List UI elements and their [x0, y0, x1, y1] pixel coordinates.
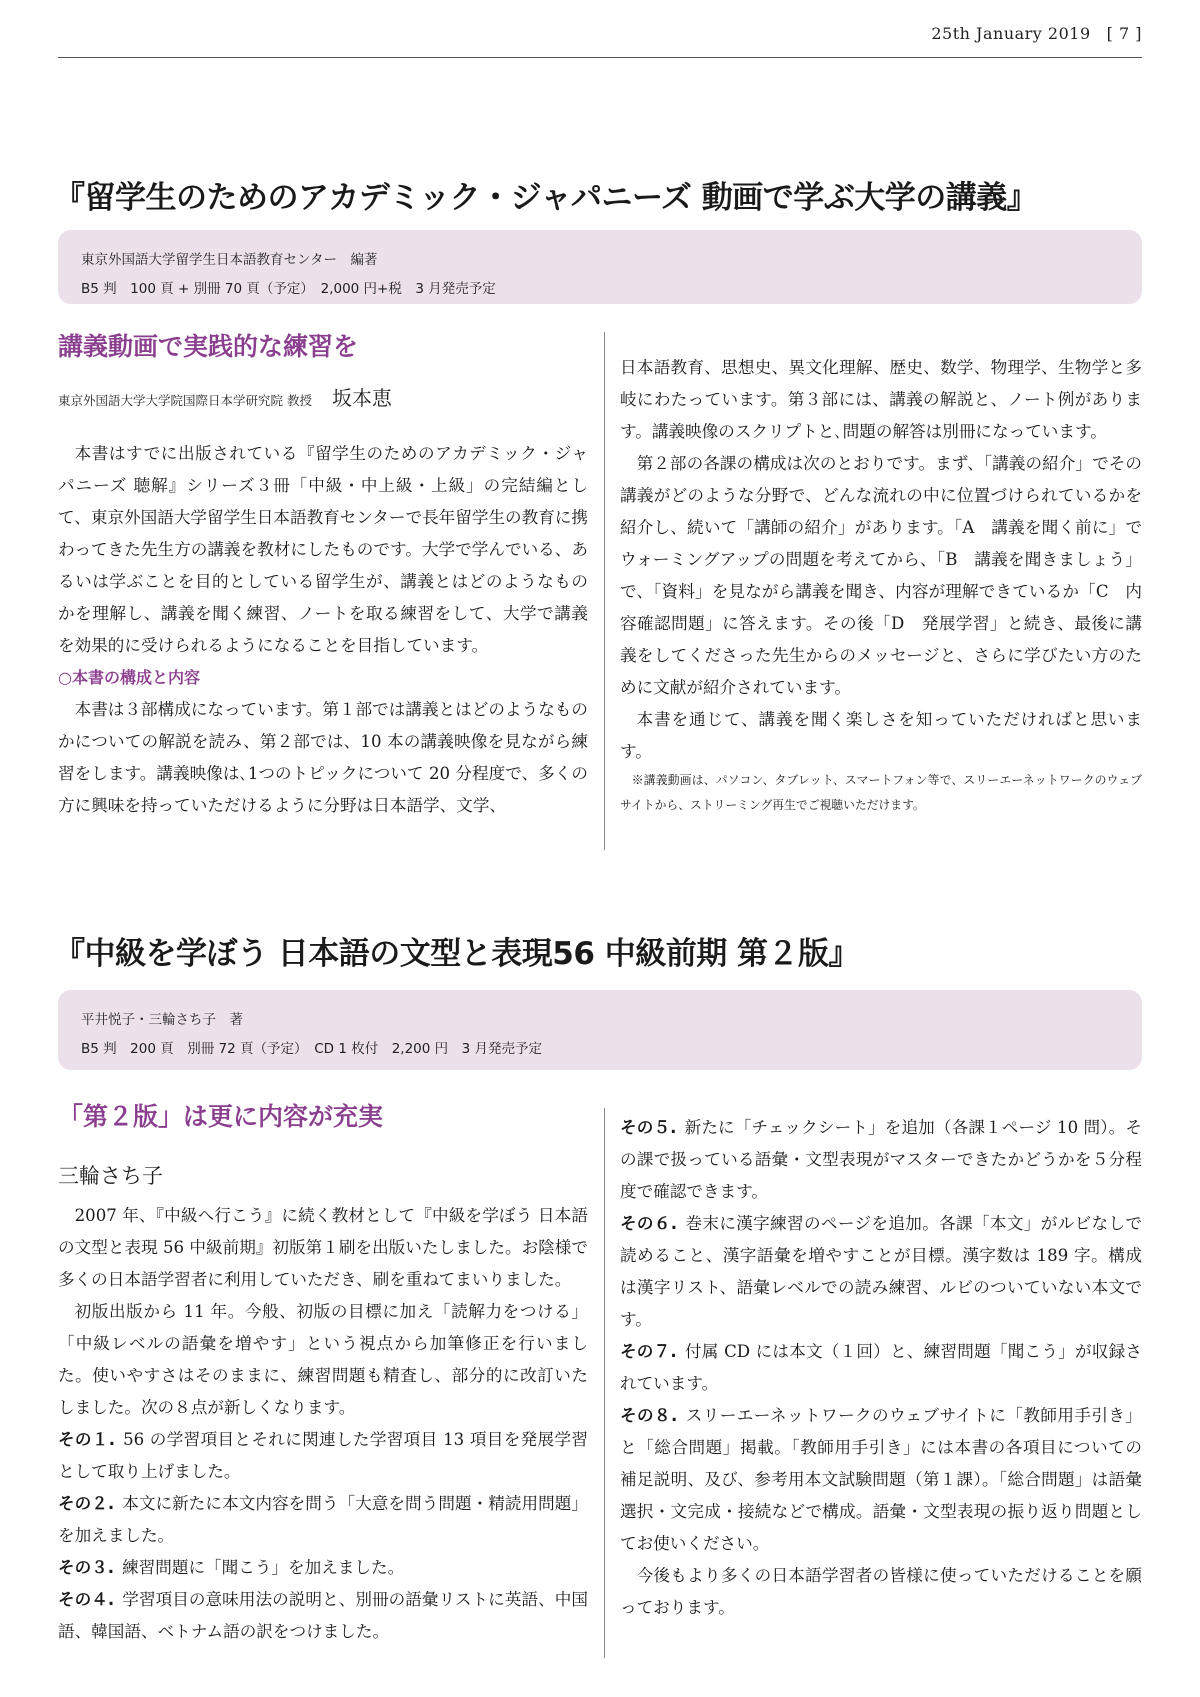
article2-subtitle: 「第２版」は更に内容が充実: [58, 1102, 384, 1131]
article2-item: [58, 1584, 588, 1648]
article1-title: 『留学生のためのアカデミック・ジャパニーズ 動画で学ぶ大学の講義』: [54, 180, 1038, 216]
article2-paragraph: 2007 年、『中級へ行こう』に続く教材として『中級を学ぼう 日本語の文型と表現 56 中級前期』初版第１刷を出版いたしました。お陰様で多くの日本語学習者に利用していただき、刷を重ねてまいりました。: [58, 1206, 588, 1289]
article1-author-line: [58, 382, 392, 411]
article2-item: [58, 1488, 588, 1552]
article2-item: [58, 1552, 588, 1584]
article2-item: [58, 1424, 588, 1488]
item-label: その２.: [58, 1494, 115, 1513]
header-rule: [58, 57, 1142, 58]
article1-section-heading: ○本書の構成と内容: [58, 668, 200, 687]
item-text: 練習問題に「聞こう」を加えました。: [122, 1558, 405, 1577]
article2-item: [620, 1112, 1142, 1208]
item-label: その１.: [58, 1430, 116, 1449]
article1-paragraph: 本書を通じて、講義を聞く楽しさを知っていただければと思います。: [620, 710, 1142, 761]
item-label: その４.: [58, 1590, 115, 1609]
article1-left-column: [58, 438, 588, 822]
item-text: 付属 CD には本文（１回）と、練習問題「聞こう」が収録されています。: [620, 1342, 1142, 1393]
article2-item: [620, 1336, 1142, 1400]
article2-closing: 今後もより多くの日本語学習者の皆様に使っていただけることを願っております。: [620, 1566, 1142, 1617]
article1-subtitle: 講義動画で実践的な練習を: [58, 332, 359, 361]
column-divider: [604, 1108, 605, 1658]
article1-right-column: [620, 352, 1142, 818]
article1-info-specs: B5 判 100 頁 + 別冊 70 頁（予定） 2,000 円+税 3 月発売予定: [81, 281, 496, 297]
item-label: その７.: [620, 1342, 677, 1361]
item-text: 巻末に漢字練習のページを追加。各課「本文」がルビなしで読めること、漢字語彙を増やすことが目標。漢字数は 189 字。構成は漢字リスト、語彙レベルでの読み練習、ルビのついていない本文です。: [620, 1214, 1142, 1329]
article1-author-affiliation: 東京外国語大学大学院国際日本学研究院 教授: [58, 393, 312, 408]
item-text: 学習項目の意味用法の説明と、別冊の語彙リストに英語、中国語、韓国語、ベトナム語の訳をつけました。: [58, 1590, 588, 1641]
article2-paragraph: 初版出版から 11 年。今般、初版の目標に加え「読解力をつける」「中級レベルの語彙を増やす」という視点から加筆修正を行いました。使いやすさはそのままに、練習問題も精査し、部分的に改訂いたしました。次の８点が新しくなります。: [58, 1302, 588, 1417]
article1-paragraph: 本書はすでに出版されている『留学生のためのアカデミック・ジャパニーズ 聴解』シリーズ３冊「中級・中上級・上級」の完結編として、東京外国語大学留学生日本語教育センターで長年留学生の教育に携わってきた先生方の講義を教材にしたものです。大学で学んでいる、あるいは学ぶことを目的としている留学生が、講義とはどのようなものかを理解し、講義を聞く練習、ノートを取る練習をして、大学で講義を効果的に受けられるようになることを目指しています。: [58, 444, 589, 655]
article2-info-box: [58, 990, 1142, 1070]
article2-item: [620, 1400, 1142, 1560]
article1-info-authors: 東京外国語大学留学生日本語教育センター 編著: [81, 252, 378, 268]
page-header: [931, 24, 1142, 43]
article2-info-specs: B5 判 200 頁 別冊 72 頁（予定） CD 1 枚付 2,200 円 3 月発売予定: [81, 1041, 543, 1057]
column-divider: [604, 332, 605, 850]
item-label: その６.: [620, 1214, 678, 1233]
article1-author-name: 坂本恵: [331, 386, 392, 410]
article2-author-name: 三輪さち子: [58, 1164, 163, 1188]
issue-date: 25th January 2019: [931, 24, 1091, 43]
item-text: 新たに「チェックシート」を追加（各課１ページ 10 問）。その課で扱っている語彙・文型表現がマスターできたかどうかを５分程度で確認できます。: [620, 1118, 1142, 1201]
item-text: 56 の学習項目とそれに関連した学習項目 13 項目を発展学習として取り上げました。: [58, 1430, 588, 1481]
article1-info-box: [58, 230, 1142, 304]
page-number: [ 7 ]: [1106, 24, 1142, 43]
article2-right-column: [620, 1112, 1142, 1624]
article2-item: [620, 1208, 1142, 1336]
article2-info-authors: 平井悦子・三輪さち子 著: [81, 1012, 243, 1028]
article1-paragraph: 本書は３部構成になっています。第１部では講義とはどのようなものかについての解説を読み、第２部では、10 本の講義映像を見ながら練習をします。講義映像は､1つのトピックについて 20 分程度で、多くの方に興味を持っていただけるように分野は日本語学、文学、: [58, 700, 588, 815]
article1-note: ※講義動画は、パソコン、タブレット、スマートフォン等で、スリーエーネットワークのウェブサイトから、ストリーミング再生でご視聴いただけます。: [620, 773, 1142, 812]
article1-paragraph: 日本語教育、思想史、異文化理解、歴史、数学、物理学、生物学と多岐にわたっています。第３部には、講義の解説と、ノート例があります。講義映像のスクリプトと､問題の解答は別冊になっています。: [620, 358, 1142, 441]
item-text: 本文に新たに本文内容を問う「大意を問う問題・精読用問題」を加えました。: [58, 1494, 588, 1545]
article2-left-column: [58, 1200, 588, 1648]
item-label: その３.: [58, 1558, 115, 1577]
item-label: その５.: [620, 1118, 677, 1137]
article1-paragraph: 第２部の各課の構成は次のとおりです。まず、「講義の紹介」でその講義がどのような分野で、どんな流れの中に位置づけられているかを紹介し、続いて「講師の紹介」があります。「A 講義を聞く前に」でウォーミングアップの問題を考えてから、「B 講義を聞きましょう」で、「資料」を見ながら講義を聞き、内容が理解できているか「C 内容確認問題」に答えます。その後「D 発展学習」と続き、最後に講義をしてくださった先生からのメッセージと、さらに学びたい方のために文献が紹介されています。: [620, 454, 1142, 697]
item-text: スリーエーネットワークのウェブサイトに「教師用手引き」と「総合問題」掲載。「教師用手引き」には本書の各項目についての補足説明、及び、参考用本文試験問題（第１課）。「総合問題」は語彙選択・文完成・接続などで構成。語彙・文型表現の振り返り問題としてお使いください。: [620, 1406, 1142, 1553]
article2-title: 『中級を学ぼう 日本語の文型と表現56 中級前期 第２版』: [54, 936, 860, 972]
item-label: その８.: [620, 1406, 678, 1425]
